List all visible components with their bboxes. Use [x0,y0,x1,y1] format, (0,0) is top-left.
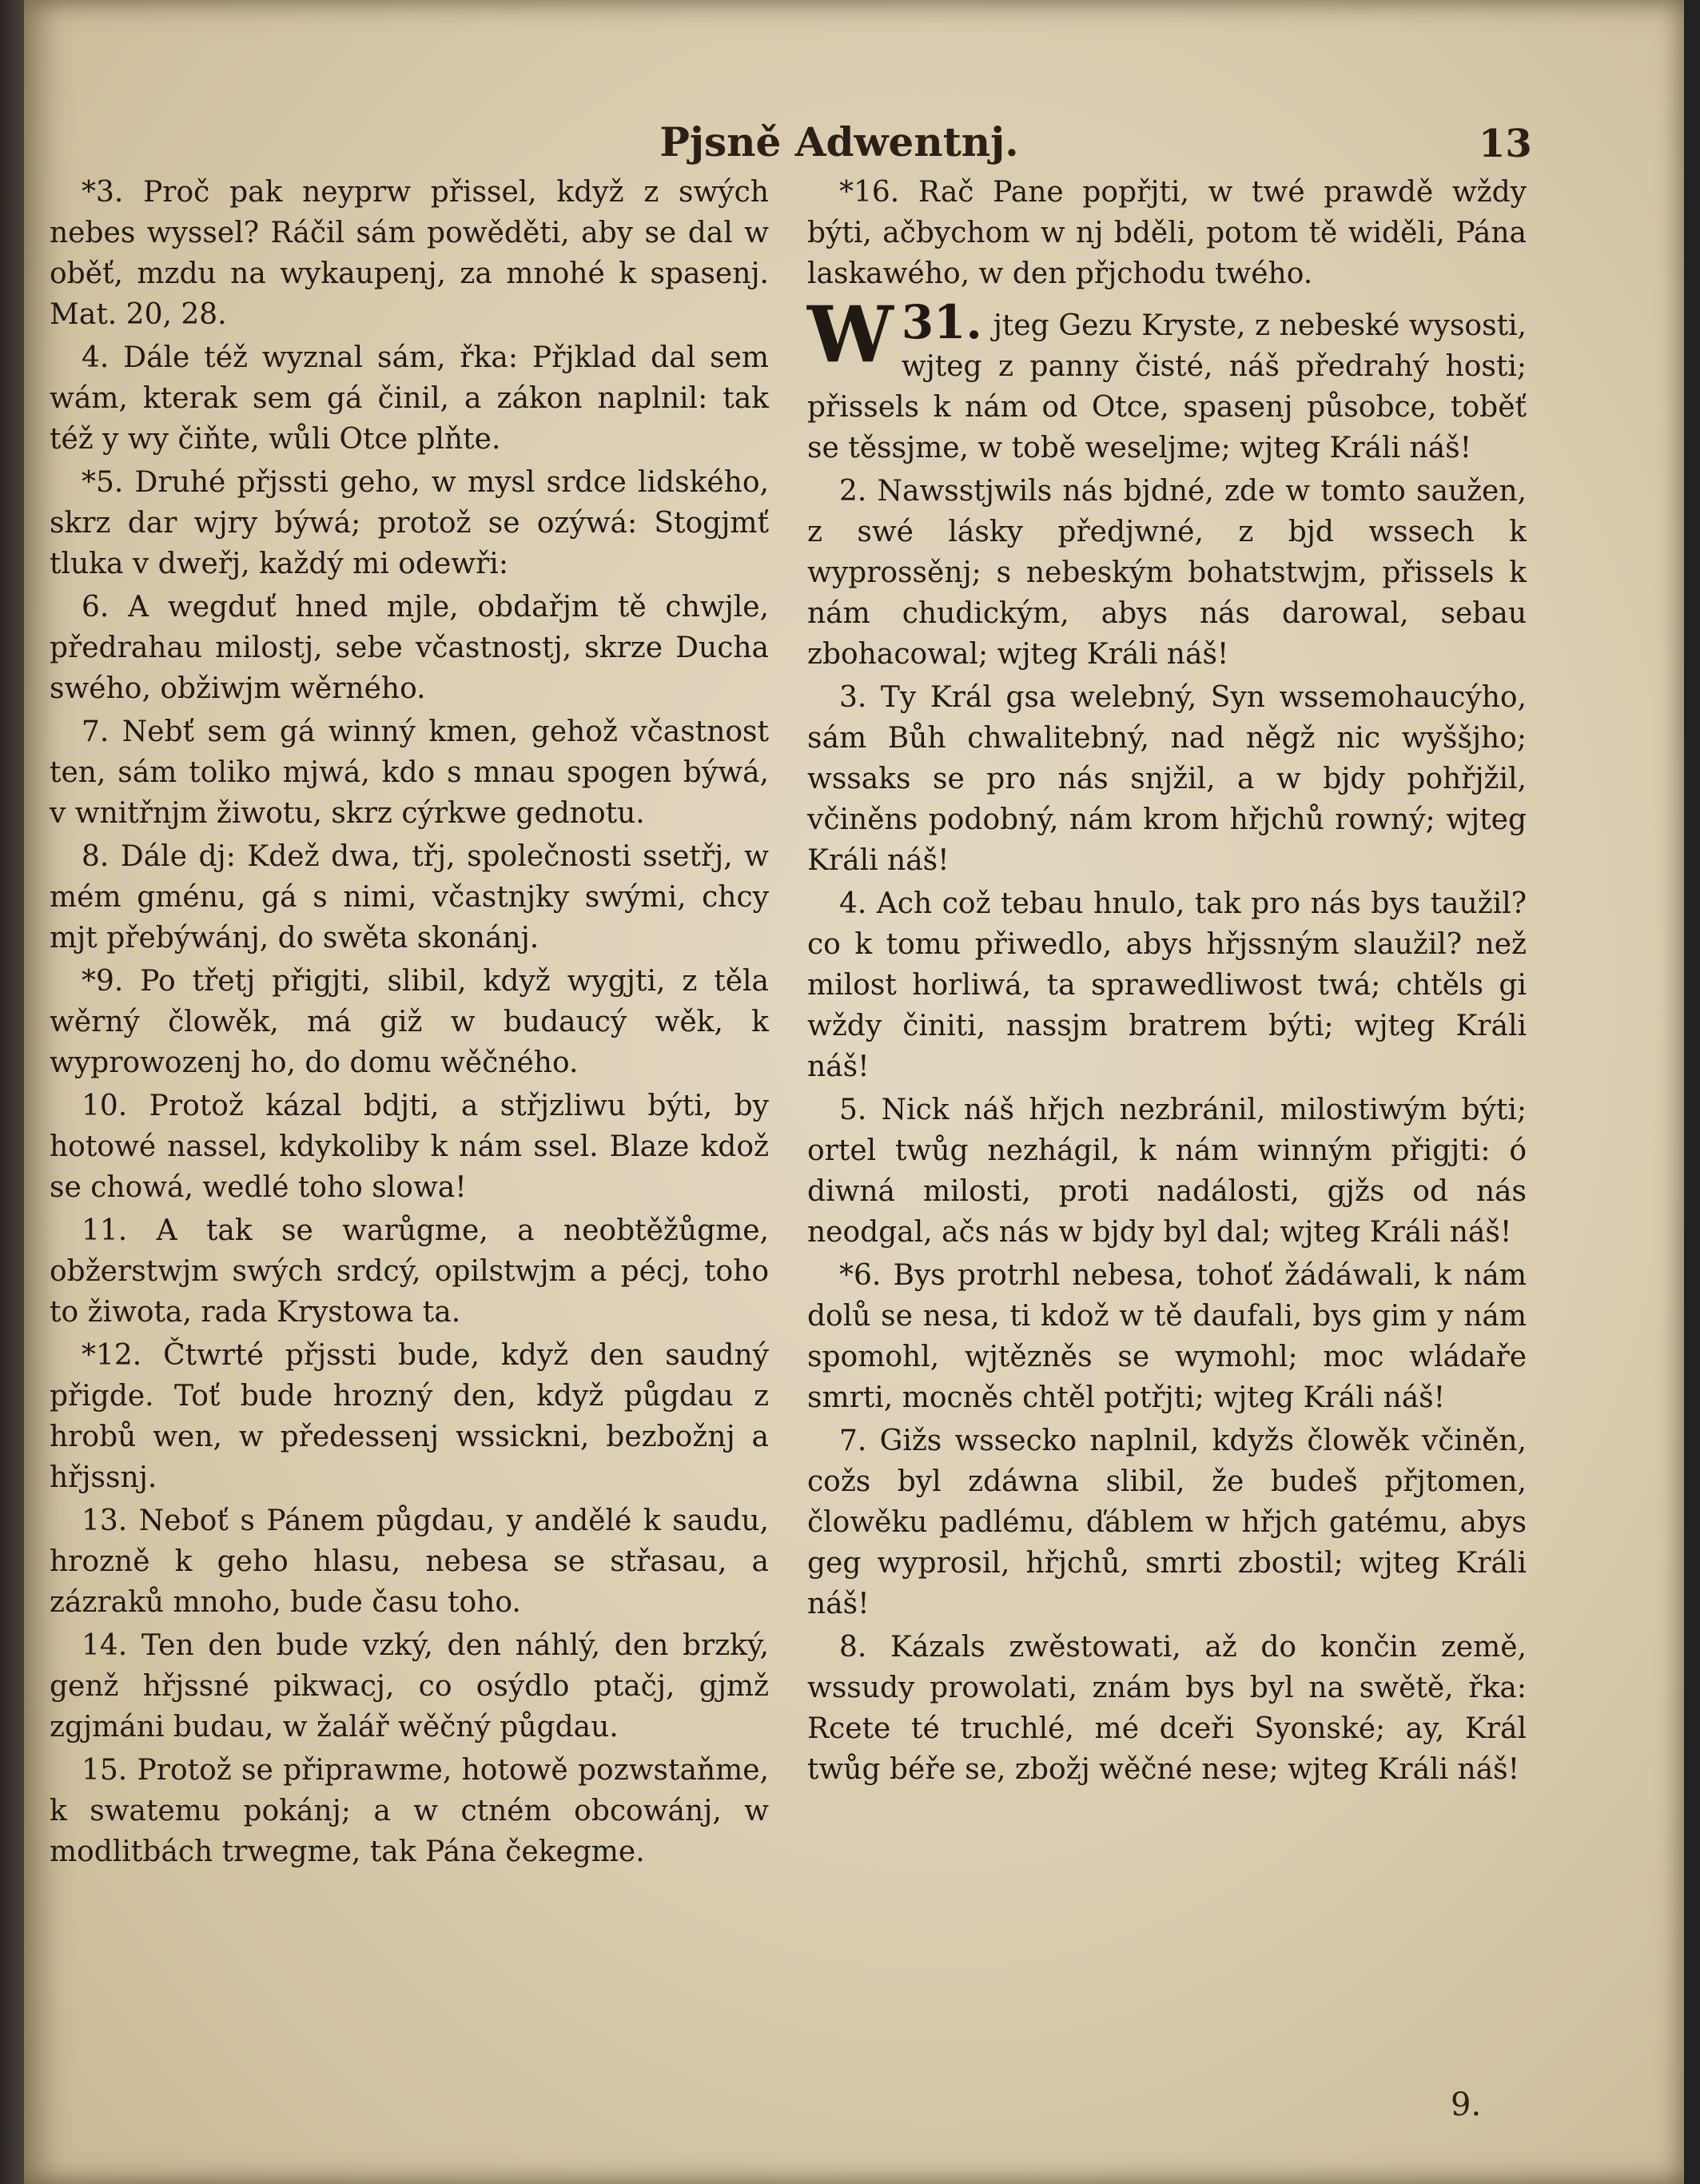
hymn-31-verse-2: 2. Nawsstjwils nás bjdné, zde w tomto saužen, z swé lásky předjwné, z bjd wssech k wyprossěnj; s nebeským bohatstwjm, přissels k nám chudickým, abys nás darowal, sebau zbohacowal; wjteg Králi náš! [807,475,1527,671]
hymn-31-verse-7: 7. Gižs wssecko naplnil, kdyžs člowěk včiněn, cožs byl zdáwna slibil, že budeš přjtomen, člowěku padlému, ďáblem w hřjch gatému, abys geg wyprosil, hřjchů, smrti zbostil; wjteg Králi náš! [807,1425,1527,1620]
verse-16: *16. Rač Pane popřjti, w twé prawdě wždy býti, ačbychom w nj bděli, potom tě widěli, Pána laskawého, w den přjchodu twého. [807,176,1527,290]
verse-10: 10. Protož kázal bdjti, a střjzliwu býti, by hotowé nassel, kdykoliby k nám ssel. Blaze kdož se chowá, wedlé toho slowa! [50,1090,769,1204]
verse-6: 6. A wegduť hned mjle, obdařjm tě chwjle, předrahau milostj, sebe včastnostj, skrze Ducha swého, obžiwjm wěrného. [50,591,769,705]
verse-15: 15. Protož se připrawme, hotowě pozwstaňme, k swatemu pokánj; a w ctném obcowánj, w modlitbách trwegme, tak Pána čekegme. [50,1754,769,1868]
hymn-31-verse-1-text: jteg Gezu Kryste, z nebeské wysosti, wjteg z panny čisté, náš předrahý hosti; přissels k nám od Otce, spasenj působce, toběť se těssjme, w tobě weseljme; wjteg Králi náš! [807,309,1527,464]
verse-13: 13. Neboť s Pánem půgdau, y andělé k saudu, hrozně k geho hlasu, nebesa se střasau, a zázraků mnoho, bude času toho. [50,1504,769,1619]
right-column [807,172,1527,1792]
verse-9: *9. Po třetj přigjti, slibil, když wygjti, z těla wěrný člowěk, má giž w budaucý wěk, k wyprowozenj ho, do domu wěčného. [50,965,769,1079]
verse-12: *12. Čtwrté přjssti bude, když den saudný přigde. Toť bude hrozný den, když půgdau z hrobů wen, w předessenj wssickni, bezbožnj a hřjssnj. [50,1339,769,1494]
catchword: 9. [1451,2086,1482,2123]
verse-8: 8. Dále dj: Kdež dwa, třj, společnosti ssetřj, w mém gménu, gá s nimi, včastnjky swými, chcy mjt přebýwánj, do swěta skonánj. [50,840,769,955]
verse-11: 11. A tak se warůgme, a neobtěžůgme, obžerstwjm swých srdcý, opilstwjm a pécj, toho to žiwota, rada Krystowa ta. [50,1214,769,1329]
hymn-31-verse-4: 4. Ach což tebau hnulo, tak pro nás bys taužil? co k tomu přiwedlo, abys hřjssným slaužil? než milost horliwá, ta sprawedliwost twá; chtěls gi wždy činiti, nassjm bratrem býti; wjteg Králi náš! [807,887,1527,1083]
hymn-31-verse-5: 5. Nick náš hřjch nezbránil, milostiwým býti; ortel twůg nezhágil, k nám winným přigjti: ó diwná milosti, proti nadálosti, gjžs od nás neodgal, ačs nás w bjdy byl dal; wjteg Králi náš! [807,1094,1527,1249]
page-number: 13 [1479,122,1532,166]
book-spine [0,0,24,2184]
left-column [50,172,769,1875]
running-title: Pjsně Adwentnj. [659,118,1019,165]
verse-7: 7. Nebť sem gá winný kmen, gehož včastnost ten, sám toliko mjwá, kdo s mnau spogen býwá, v wnitřnjm žiwotu, skrz cýrkwe gednotu. [50,715,769,830]
verse-5: *5. Druhé přjssti geho, w mysl srdce lidského, skrz dar wjry býwá; protož se ozýwá: Stogjmť tluka v dweřj, každý mi odewři: [50,466,769,580]
book-page [24,0,1684,2184]
hymn-31-first-verse [807,289,1527,468]
hymn-31-verse-8: 8. Kázals zwěstowati, až do končin země, wssudy prowolati, znám bys byl na swětě, řka: Rcete té truchlé, mé dceři Syonské; ay, Král twůg béře se, zbožj wěčné nese; wjteg Králi náš! [807,1631,1527,1786]
hymn-31-verse-3: 3. Ty Král gsa welebný, Syn wssemohaucýho, sám Bůh chwalitebný, nad něgž nic wyššjho; wssaks se pro nás snjžil, a w bjdy pohřjžil, včiněns podobný, nám krom hřjchů rowný; wjteg Králi náš! [807,681,1527,877]
verse-4: 4. Dále též wyznal sám, řka: Přjklad dal sem wám, kterak sem gá činil, a zákon naplnil: tak též y wy čiňte, wůli Otce plňte. [50,341,769,456]
verse-14: 14. Ten den bude vzký, den náhlý, den brzký, genž hřjssné pikwacj, co osýdlo ptačj, gjmž zgjmáni budau, w žalář wěčný půgdau. [50,1629,769,1744]
hymn-31-verse-6: *6. Bys protrhl nebesa, tohoť žádáwali, k nám dolů se nesa, ti kdož w tě daufali, bys gim y nám spomohl, wjtězněs se wymohl; moc wládaře smrti, mocněs chtěl potřjti; wjteg Králi náš! [807,1259,1527,1414]
verse-3: *3. Proč pak neyprw přissel, když z swých nebes wyssel? Ráčil sám powěděti, aby se dal w oběť, mzdu na wykaupenj, za mnohé k spasenj. Mat. 20, 28. [50,176,769,331]
page-header [24,118,1684,174]
drop-cap-initial: W [807,289,894,380]
hymn-number: 31. [901,295,982,349]
